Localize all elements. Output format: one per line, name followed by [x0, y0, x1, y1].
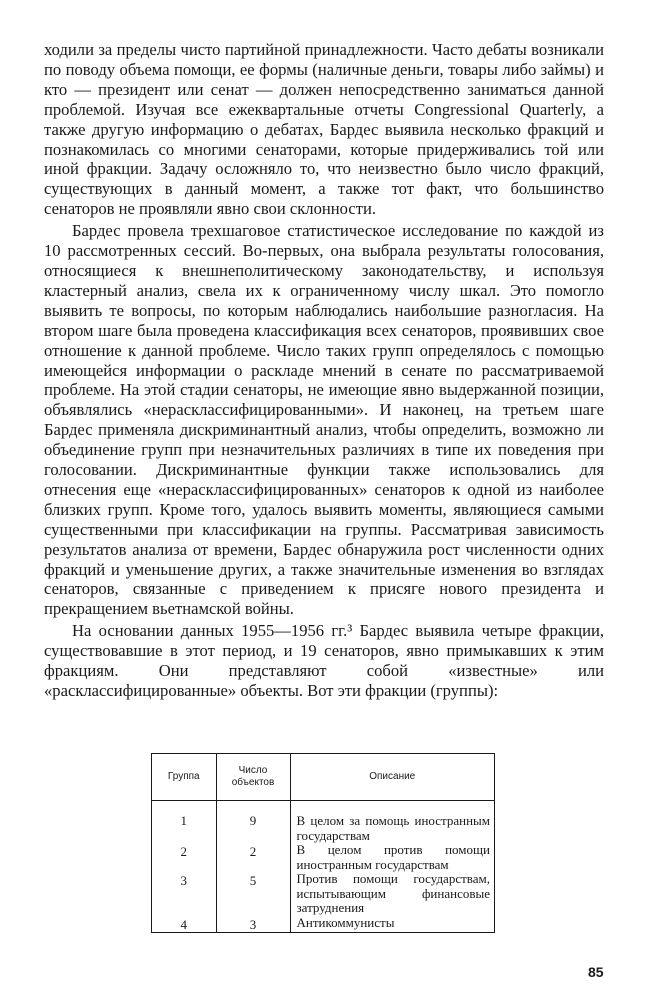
description-cell: Антикоммунисты [290, 916, 494, 933]
table-row [152, 843, 494, 872]
description-cell: В целом против помощи иностранным государствам [290, 843, 494, 872]
count-cell: 5 [216, 872, 290, 916]
description-cell: В целом за помощь иностранным государствам [290, 801, 494, 844]
body-text [44, 40, 604, 701]
group-cell: 3 [180, 873, 187, 888]
factions-table [151, 753, 495, 933]
column-header-group: Группа [152, 754, 216, 801]
group-cell: 4 [180, 916, 187, 932]
paragraph: На основании данных 1955—1956 гг.³ Бардес выявила четыре фракции, существовавшие в этот период, и 19 сенаторов, явно примыкавших к этим фракциям. Они представляют собой «известные» или «расклассифицированные» объекты. Вот эти фракции (группы): [44, 621, 604, 700]
count-cell: 2 [216, 843, 290, 872]
group-cell: 2 [180, 844, 187, 859]
table-row [152, 916, 494, 933]
page-number: 85 [588, 964, 604, 980]
column-header-count: Число объектов [216, 754, 290, 801]
description-cell: Против помощи государствам, испытывающим финансовые затруднения [290, 872, 494, 916]
count-cell: 3 [216, 916, 290, 933]
count-cell: 9 [216, 801, 290, 844]
table-row [152, 872, 494, 916]
paragraph: ходили за пределы чисто партийной принадлежности. Часто дебаты возникали по поводу объема помощи, ее формы (наличные деньги, товары либо займы) и кто — президент или сенат — должен непосредственно заниматься данной проблемой. Изучая все ежеквартальные отчеты Congressional Quarterly, а также другую информацию о дебатах, Бардес выявила несколько фракций и познакомилась со многими сенаторами, которые придерживались той или иной фракции. Задачу осложняло то, что неизвестно было число фракций, существующих в данный момент, а также тот факт, что большинство сенаторов не проявляли явно свои склонности. [44, 40, 604, 219]
table-row [152, 801, 494, 844]
group-cell: 1 [180, 813, 187, 828]
column-header-description: Описание [290, 754, 494, 801]
paragraph: Бардес провела трехшаговое статистическое исследование по каждой из 10 рассмотренных сессий. Во-первых, она выбрала результаты голосования, относящиеся к внешнеполитическому законодательству, и используя кластерный анализ, свела их к ограниченному числу шкал. Это помогло выявить те вопросы, по которым наблюдались наибольшие разногласия. На втором шаге была проведена классификация всех сенаторов, проявивших свое отношение к данной проблеме. Число таких групп определялось с помощью имеющейся информации о раскладе мнений в сенате по рассматриваемой проблеме. На этой стадии сенаторы, не имеющие явно выдержанной позиции, объявлялись «нерасклассифицированными». И наконец, на третьем шаге Бардес применяла дискриминантный анализ, чтобы определить, возможно ли объединение групп при незначительных различиях в типе их поведения при голосовании. Дискриминантные функции также использовались для отнесения еще «нерасклассифицированных» сенаторов к одной из наиболее близких групп. Кроме того, удалось выявить моменты, являющиеся самыми существенными при классификации на группы. Рассматривая зависимость результатов анализа от времени, Бардес обнаружила рост численности одних фракций и уменьшение других, а также значительные изменения во взглядах сенаторов, связанные с приведением к присяге нового президента и прекращением вьетнамской войны. [44, 221, 604, 619]
